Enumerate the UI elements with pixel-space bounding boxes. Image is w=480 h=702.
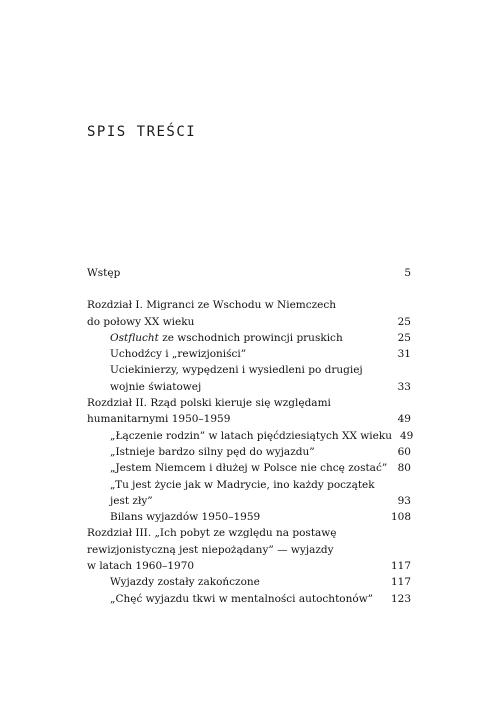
toc-entry-text: Bilans wyjazdów 1950–1959 xyxy=(110,511,261,524)
toc-entry-text: „Łączenie rodzin” w latach pięćdziesiątych XX wieku xyxy=(110,429,392,442)
toc-page-number: 49 xyxy=(397,413,411,426)
toc-entry-text: w latach 1960–1970 xyxy=(87,560,195,573)
toc-section-family-reunification[interactable] xyxy=(87,428,414,444)
toc-section-urge-to-leave[interactable] xyxy=(87,444,411,460)
toc-page-number: 80 xyxy=(397,462,411,475)
toc-section-madrid-continued[interactable] xyxy=(87,493,411,509)
toc-entry-text: Rozdział I. Migranci ze Wschodu w Niemczech xyxy=(87,299,337,312)
toc-entry-text: „Tu jest życie jak w Madrycie, ino każdy początek xyxy=(110,478,375,491)
toc-section-departures-ended[interactable] xyxy=(87,574,411,590)
toc-entry-text: Uchodźcy i „rewizjoniści” xyxy=(110,348,247,361)
toc-page-number: 93 xyxy=(397,494,411,507)
toc-entry-text: Uciekinierzy, wypędzeni i wysiedleni po drugiej xyxy=(110,364,363,377)
toc-section-expelled-continued[interactable] xyxy=(87,379,411,395)
toc-page-number: 25 xyxy=(397,331,411,344)
toc-chapter-1[interactable] xyxy=(87,297,411,313)
toc-page-number: 49 xyxy=(399,429,414,442)
toc-entry-introduction[interactable] xyxy=(87,265,411,281)
toc-entry-text: Rozdział III. „Ich pobyt ze względu na postawę xyxy=(87,527,337,540)
toc-page-number: 31 xyxy=(397,348,411,361)
toc-entry-text: jest zły” xyxy=(110,494,153,507)
toc-page-number: 123 xyxy=(390,592,411,605)
toc-chapter-3-continued-2[interactable] xyxy=(87,558,411,574)
toc-entry-text: Rozdział II. Rząd polski kieruje się względami xyxy=(87,397,331,410)
toc-chapter-2[interactable] xyxy=(87,395,411,411)
toc-entry-text: humanitarnymi 1950–1959 xyxy=(87,413,231,426)
toc-entry-text xyxy=(110,330,343,346)
toc-entry-text: „Chęć wyjazdu tkwi w mentalności autochtonów” xyxy=(110,592,374,605)
toc-entry-text: Wyjazdy zostały zakończone xyxy=(110,576,260,589)
toc-entry-italic-text: Ostflucht xyxy=(110,331,159,344)
toc-section-expelled[interactable] xyxy=(87,362,411,378)
toc-chapter-3[interactable] xyxy=(87,525,411,541)
toc-page-number: 117 xyxy=(390,560,411,573)
toc-chapter-3-continued[interactable] xyxy=(87,542,411,558)
toc-section-madrid[interactable] xyxy=(87,477,411,493)
toc-entry-text: „Istnieje bardzo silny pęd do wyjazdu” xyxy=(110,445,315,458)
toc-spacer xyxy=(87,281,411,297)
toc-page-number: 5 xyxy=(404,267,411,279)
toc-section-mentality[interactable] xyxy=(87,591,411,607)
toc-entry-text: Wstęp xyxy=(87,267,121,279)
page-title: SPIS TREŚCI xyxy=(87,124,197,140)
toc-section-departures-summary[interactable] xyxy=(87,509,411,525)
table-of-contents xyxy=(87,265,414,607)
toc-entry-text: do połowy XX wieku xyxy=(87,315,195,328)
toc-page-number: 25 xyxy=(397,315,411,328)
toc-page-number: 117 xyxy=(390,576,411,589)
toc-entry-text: „Jestem Niemcem i dłużej w Polsce nie chcę zostać” xyxy=(110,462,388,475)
toc-chapter-1-continued[interactable] xyxy=(87,314,411,330)
toc-entry-text-rest: ze wschodnich prowincji pruskich xyxy=(158,331,343,344)
toc-page-number: 108 xyxy=(390,511,411,524)
toc-page-number: 33 xyxy=(397,380,411,393)
toc-section-ostflucht[interactable] xyxy=(87,330,411,346)
toc-section-i-am-german[interactable] xyxy=(87,460,411,476)
toc-page-number: 60 xyxy=(397,445,411,458)
toc-entry-text: rewizjonistyczną jest niepożądany” — wyjazdy xyxy=(87,543,334,556)
toc-entry-text: wojnie światowej xyxy=(110,380,202,393)
toc-chapter-2-continued[interactable] xyxy=(87,411,411,427)
toc-section-refugees[interactable] xyxy=(87,346,411,362)
